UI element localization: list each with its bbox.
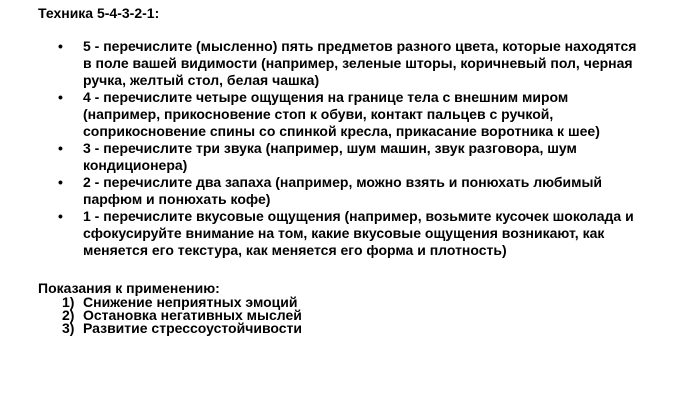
- bullet-icon: •: [58, 38, 63, 54]
- indications-section: [38, 281, 638, 335]
- list-item: [38, 208, 638, 259]
- indication-text: Снижение неприятных эмоций: [83, 294, 298, 310]
- bullet-icon: •: [58, 140, 63, 156]
- step-text: 1 - перечислите вкусовые ощущения (например, возьмите кусочек шоколада и сфокусируйте внимание на том, какие вкусовые ощущения возникают, как меняется его текстура, как меняется его форма и плотность): [83, 208, 634, 258]
- bullet-icon: •: [58, 89, 63, 105]
- step-text: 2 - перечислите два запаха (например, можно взять и понюхать любимый парфюм и понюхать кофе): [83, 174, 603, 207]
- indications-list: [38, 296, 638, 335]
- indication-text: Остановка негативных мыслей: [83, 307, 302, 323]
- document: [38, 0, 638, 335]
- step-text: 4 - перечислите четыре ощущения на границе тела с внешним миром (например, прикосновение стоп к обуви, контакт пальцев с ручкой, соприкосновение спины со спинкой кресла, прикасание воротника к шее): [83, 89, 600, 139]
- indication-text: Развитие стрессоустойчивости: [83, 320, 302, 336]
- item-number: 3): [62, 320, 75, 336]
- technique-title: Техника 5-4-3-2-1:: [38, 5, 160, 21]
- item-number: 2): [62, 307, 75, 323]
- list-item: [38, 174, 638, 208]
- indications-title: Показания к применению:: [38, 280, 220, 296]
- list-item: [38, 89, 638, 140]
- bullet-icon: •: [58, 174, 63, 190]
- technique-steps-list: [38, 38, 638, 259]
- list-item: [38, 38, 638, 89]
- list-item: [38, 140, 638, 174]
- bullet-icon: •: [58, 208, 63, 224]
- list-item: [38, 322, 638, 335]
- item-number: 1): [62, 294, 75, 310]
- step-text: 5 - перечислите (мысленно) пять предметов разного цвета, которые находятся в поле вашей видимости (например, зеленые шторы, коричневый пол, черная ручка, желтый стол, белая чашка): [83, 38, 637, 88]
- step-text: 3 - перечислите три звука (например, шум машин, звук разговора, шум кондиционера): [83, 140, 577, 173]
